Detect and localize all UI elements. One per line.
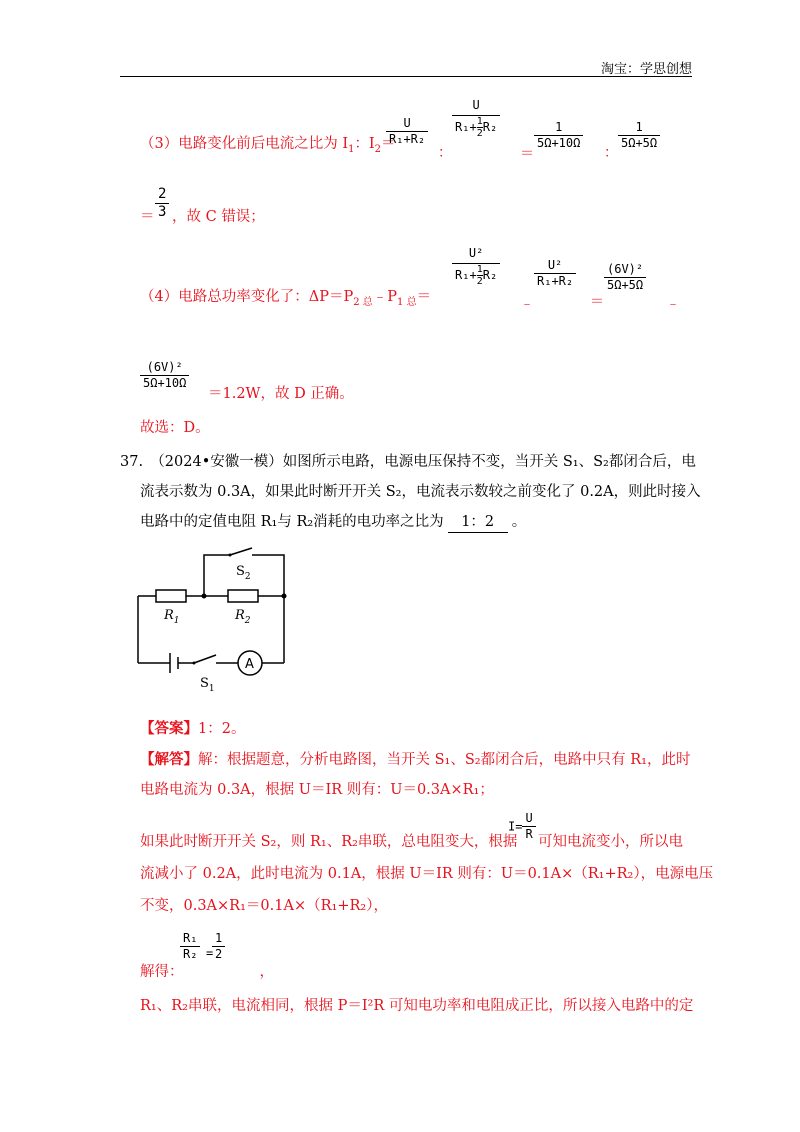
step3-sep2: ： <box>604 145 618 161</box>
step4-eq2: ＝ <box>590 294 604 310</box>
analysis-line3: 如果此时断开开关 S₂，则 R₁、R₂串联，总电阻变大，根据 <box>140 834 518 850</box>
analysis-line1: 【解答】解：根据题意，分析电路图，当开关 S₁、S₂都闭合后，电路中只有 R₁，此时 <box>140 751 691 768</box>
step3-line: （3）电路变化前后电流之比为 $I_1$：$I_2=$ <box>140 136 396 155</box>
q37-line3: 电路中的定值电阻 R₁与 R₂消耗的电功率之比为 1：2 。 <box>140 512 526 533</box>
step3-frac2: U R₁+ $\frac{1}{2}$ R₂ <box>452 98 500 139</box>
analysis-line5: 不变，0.3A×R₁＝0.1A×（R₁+R₂）， <box>140 898 388 914</box>
r2-label: $R_2$ <box>235 608 251 626</box>
step4-minus3: ﹣ <box>666 296 680 312</box>
step3-frac1: U R₁+R₂ <box>386 116 428 147</box>
step3-result-frac: 2 3 <box>155 186 169 221</box>
step3-cont-eq: ＝ <box>140 209 155 225</box>
ratio-eq: = <box>206 946 214 960</box>
header-text: 淘宝：学思创想 <box>600 62 692 77</box>
junction-left <box>202 594 207 599</box>
step3-frac4: 1 5Ω+5Ω <box>618 120 660 151</box>
step4-frac1: U² R₁+ $\frac{1}{2}$ R₂ <box>452 246 500 287</box>
answer-blank: 1：2 <box>448 512 508 533</box>
step3-eq2: ＝ <box>520 146 534 162</box>
junction-right <box>282 594 287 599</box>
step4-tail: ＝1.2W，故 D 正确。 <box>208 386 354 402</box>
header-rule <box>120 76 692 77</box>
analysis-line2: 电路电流为 0.3A，根据 U＝IR 则有：U＝0.3A×R₁； <box>140 782 494 798</box>
answer-line: 【答案】1：2。 <box>140 720 246 737</box>
s1-label: $S_1$ <box>200 676 215 694</box>
s2-label: $S_2$ <box>236 564 251 582</box>
q37-line1: 37. （2024•安徽一模）如图所示电路，电源电压保持不变，当开关 S₁、S₂都闭合后，电 <box>120 454 696 470</box>
ratio-lhs-frac: R₁ R₂ <box>180 931 200 962</box>
step4-line: （4）电路总功率变化了：$\Delta P=P_{2 总}﹣P_{1 总}=$ <box>140 289 432 308</box>
ammeter-label: A <box>245 657 254 672</box>
ratio-rhs-frac: 1 2 <box>212 931 225 962</box>
ohms-law-formula: I= $\frac{U}{R}$ <box>508 811 536 842</box>
analysis-line4: 流减小了 0.2A，此时电流为 0.1A，根据 U＝IR 则有：U＝0.1A×（R₁+R₂），电源电压 <box>140 866 714 882</box>
step3-tail: ，故 C 错误； <box>172 209 265 225</box>
analysis-line7: R₁、R₂串联，电流相同，根据 P＝I²R 可知电功率和电阻成正比，所以接入电路中的定 <box>140 998 694 1014</box>
step4-frac4: (6V)² 5Ω+10Ω <box>140 360 189 391</box>
analysis-line6: 解得： ， <box>140 964 274 980</box>
step3-sep1: ： <box>438 145 452 161</box>
analysis-line3b: 可知电流变小，所以电 <box>538 834 683 850</box>
step3-frac3: 1 5Ω+10Ω <box>534 120 583 151</box>
step4-frac3: (6V)² 5Ω+5Ω <box>604 262 646 293</box>
step4-frac2: U² R₁+R₂ <box>534 258 576 289</box>
q37-line2: 流表示数为 0.3A，如果此时断开开关 S₂，电流表示数较之前变化了 0.2A，则此时接入 <box>140 484 701 500</box>
r1-label: $R_1$ <box>164 608 180 626</box>
circuit-diagram <box>128 535 298 695</box>
choice-line: 故选：D。 <box>140 420 210 436</box>
step4-minus2: ﹣ <box>520 296 534 312</box>
